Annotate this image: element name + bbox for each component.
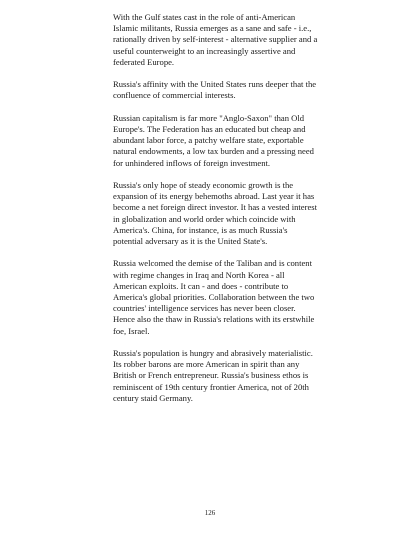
paragraph-1: With the Gulf states cast in the role of anti-American Islamic militants, Russia emerges as a sane and safe - i.e., rationally driven by self-interest - alternative supplier and a useful counterweight to an increasingly assertive and federated Europe. (113, 12, 318, 67)
paragraph-4: Russia's only hope of steady economic growth is the expansion of its energy behemoths abroad. Last year it has become a net foreign direct investor. It has a vested interest in globalization and world order which coincide with America's. China, for instance, is as much Russia's potential adversary as it is the United State's. (113, 180, 318, 247)
paragraph-5: Russia welcomed the demise of the Taliban and is content with regime changes in Iraq and North Korea - all American exploits. It can - and does - contribute to America's global priorities. Collaboration between the two countries' intelligence services has never been closer. Hence also the thaw in Russia's relations with its erstwhile foe, Israel. (113, 258, 315, 336)
body-text (113, 12, 318, 415)
paragraph-2: Russia's affinity with the United States runs deeper that the confluence of commercial interests. (113, 79, 317, 101)
paragraph-6: Russia's population is hungry and abrasively materialistic. Its robber barons are more American in spirit than any British or French entrepreneur. Russia's business ethos is reminiscent of 19th century frontier America, not of 20th century staid Germany. (113, 348, 313, 403)
page-number: 126 (204, 509, 216, 517)
paragraph-3: Russian capitalism is far more "Anglo-Saxon" than Old Europe's. The Federation has an educated but cheap and abundant labor force, a patchy welfare state, exportable natural endowments, a low tax burden and a pressing need for unhindered inflows of foreign investment. (113, 112, 314, 168)
